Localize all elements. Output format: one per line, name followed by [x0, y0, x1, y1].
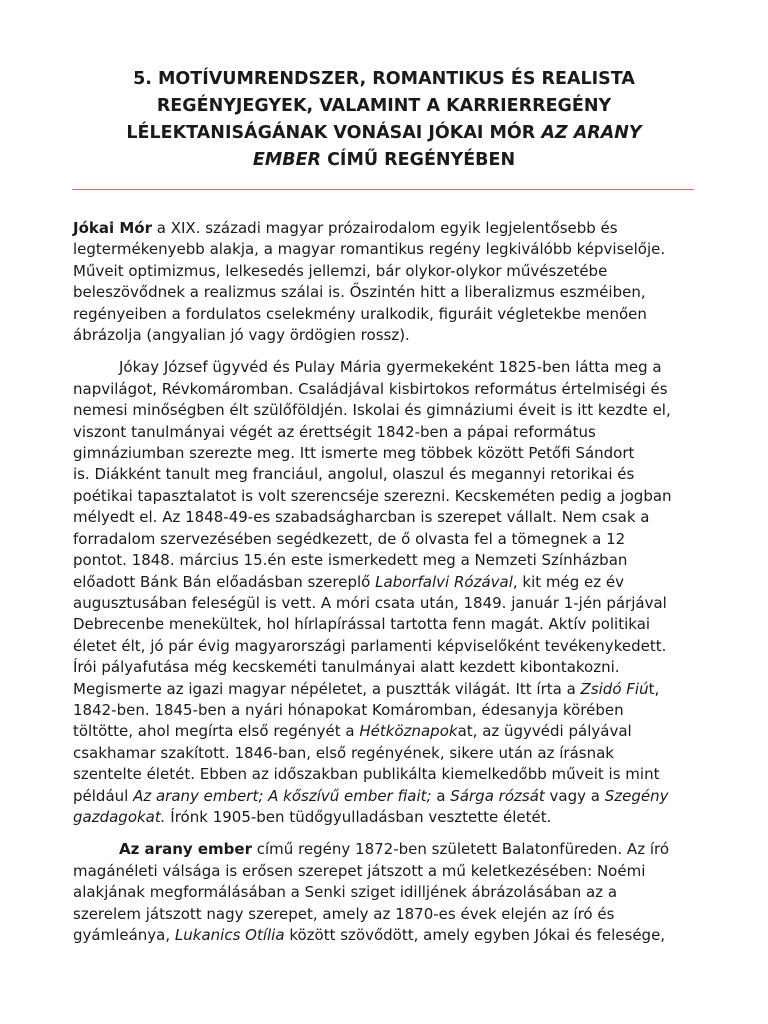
paragraph-intro [73, 218, 703, 346]
italic-text: gazdagokat. [73, 807, 166, 826]
text-line: beleszövődnek a realizmus szálai is. Őszintén hitt a liberalizmus eszméiben, [73, 283, 646, 302]
text-line: nemesi minőségben élt szülőföldjén. Iskolai és gimnáziumi éveit is itt kezdte el, [73, 401, 671, 420]
text-line: poétikai tapasztalatot is volt szerencséje szerezni. Kecskeméten pedig a jogban [73, 486, 672, 505]
text-line [73, 572, 703, 593]
text-line: életet élt, jó pár évig magyarországi parlamenti képviselőként tevékenykedett. [73, 636, 667, 655]
title-text: CÍMŰ REGÉNYÉBEN [321, 150, 516, 170]
text-line: gimnáziumban szerezte meg. Itt ismerte meg többek között Petőfi Sándort [73, 444, 635, 463]
italic-text: Zsidó Fiú [580, 679, 649, 698]
text-line: legtermékenyebb alakja, a magyar romantikus regény legkiválóbb képviselője. [73, 240, 666, 259]
paragraph-novel [73, 839, 703, 946]
text-line: augusztusában feleségül is vett. A móri csata után, 1849. január 1-jén párjával [73, 593, 667, 612]
italic-text: Lukanics Otília [174, 926, 285, 944]
title-line [80, 120, 688, 147]
text-line: alakjának megformálásában a Senki sziget idilljének ábrázolásában az a [73, 883, 618, 902]
italic-text: Az arany embert; A kőszívű ember fiait; [133, 786, 432, 805]
text-line: Jókay József ügyvéd és Pulay Mária gyermekeként 1825-ben látta meg a [119, 358, 662, 377]
title-italic: AZ ARANY [541, 123, 642, 143]
text-line: Debrecenbe menekültek, hol hírlapírással tartotta fenn magát. Aktív politikai [73, 615, 651, 634]
title-text: REGÉNYJEGYEK, VALAMINT A KARRIERREGÉNY [156, 96, 612, 116]
text-line [73, 721, 703, 742]
title-divider [72, 189, 694, 190]
title-text: LÉLEKTANISÁGÁNAK VONÁSAI JÓKAI MÓR [126, 123, 542, 143]
text-line: forradalom szervezésében segédkezett, de ő olvasta fel a tömegnek a 12 [73, 529, 626, 548]
italic-text: Sárga rózsát [450, 786, 545, 805]
paragraph-biography [73, 357, 703, 828]
italic-text: Laborfalvi Rózával [375, 572, 513, 591]
text: vagy a [544, 786, 605, 805]
title-line [80, 147, 688, 174]
text: , kit még ez év [512, 572, 625, 591]
text-line [73, 218, 703, 239]
text-line [73, 807, 703, 828]
text-line: ábrázolja (angyalian jó vagy ördögien rossz). [73, 326, 410, 345]
text: a XIX. századi magyar prózairodalom egyik legjelentősebb és [151, 219, 618, 237]
title-italic: EMBER [252, 150, 321, 170]
text-line: magánéleti válsága is erősen szerepet játszott a mű keletkezésében: Noémi [73, 861, 646, 880]
title-line [80, 66, 688, 93]
bold-novel-title: Az arany ember [119, 840, 252, 859]
text: előadott Bánk Bán előadásban szereplő [73, 572, 376, 591]
text: töltötte, ahol megírta első regényét a [73, 722, 360, 741]
text-line: regényeiben a fordulatos cselekmény uralkodik, figuráit végletekbe menően [73, 304, 647, 323]
bold-author-name: Jókai Mór [73, 219, 152, 237]
text-line: pontot. 1848. március 15.én este ismerkedett meg a Nemzeti Színházban [73, 551, 628, 570]
text: című regény 1872-ben született Balatonfüreden. Az író [252, 840, 670, 859]
text: t, [648, 679, 660, 698]
text-line: Műveit optimizmus, lelkesedés jellemzi, bár olykor-olykor művészetébe [73, 261, 608, 280]
text-line: Írói pályafutása még kecskeméti tanulmányai alatt kezdett kibontakozni. [73, 658, 620, 677]
text-line [73, 679, 703, 700]
text-line: napvilágot, Révkomáromban. Családjával kisbirtokos református értelmiségi és [73, 379, 668, 398]
italic-text: Hétköznapok [359, 722, 458, 741]
text-line: szerelem játszott nagy szerepet, amely az 1870-es évek elején az író és [73, 904, 615, 923]
italic-text: Szegény [604, 786, 669, 805]
text: között szövődött, amely egyben Jókai és felesége, [284, 926, 666, 944]
text-line: mélyedt el. Az 1848-49-es szabadságharcban is szerepet vállalt. Nem csak a [73, 508, 650, 527]
text: gyámleánya, [73, 926, 175, 944]
text-line: 1842-ben. 1845-ben a nyári hónapokat Komáromban, édesanyja körében [73, 700, 624, 719]
chapter-title [80, 66, 688, 174]
text: Megismerte az igazi magyar népéletet, a pusztták világát. Itt írta a [73, 679, 581, 698]
text-line: csakhamar szakított. 1846-ban, első regényének, sikere után az írásnak [73, 743, 614, 762]
text: például [73, 786, 134, 805]
title-text: 5. MOTÍVUMRENDSZER, ROMANTIKUS ÉS REALISTA [133, 69, 635, 89]
title-line [80, 93, 688, 120]
text: Írónk 1905-ben tüdőgyulladásban vesztette életét. [165, 807, 552, 826]
text: at, az ügyvédi pályával [457, 722, 632, 741]
document-body [73, 218, 703, 957]
text-line: viszont tanulmányai végét az érettségit 1842-ben a pápai református [73, 422, 596, 441]
text-line [73, 925, 703, 946]
text: a [431, 786, 451, 805]
text-line [73, 786, 703, 807]
text-line [73, 839, 703, 860]
text-line: is. Diákként tanult meg franciául, angolul, olaszul és megannyi retorikai és [73, 465, 635, 484]
text-line: szentelte életét. Ebben az időszakban publikálta kiemelkedőbb műveit is mint [73, 765, 660, 784]
